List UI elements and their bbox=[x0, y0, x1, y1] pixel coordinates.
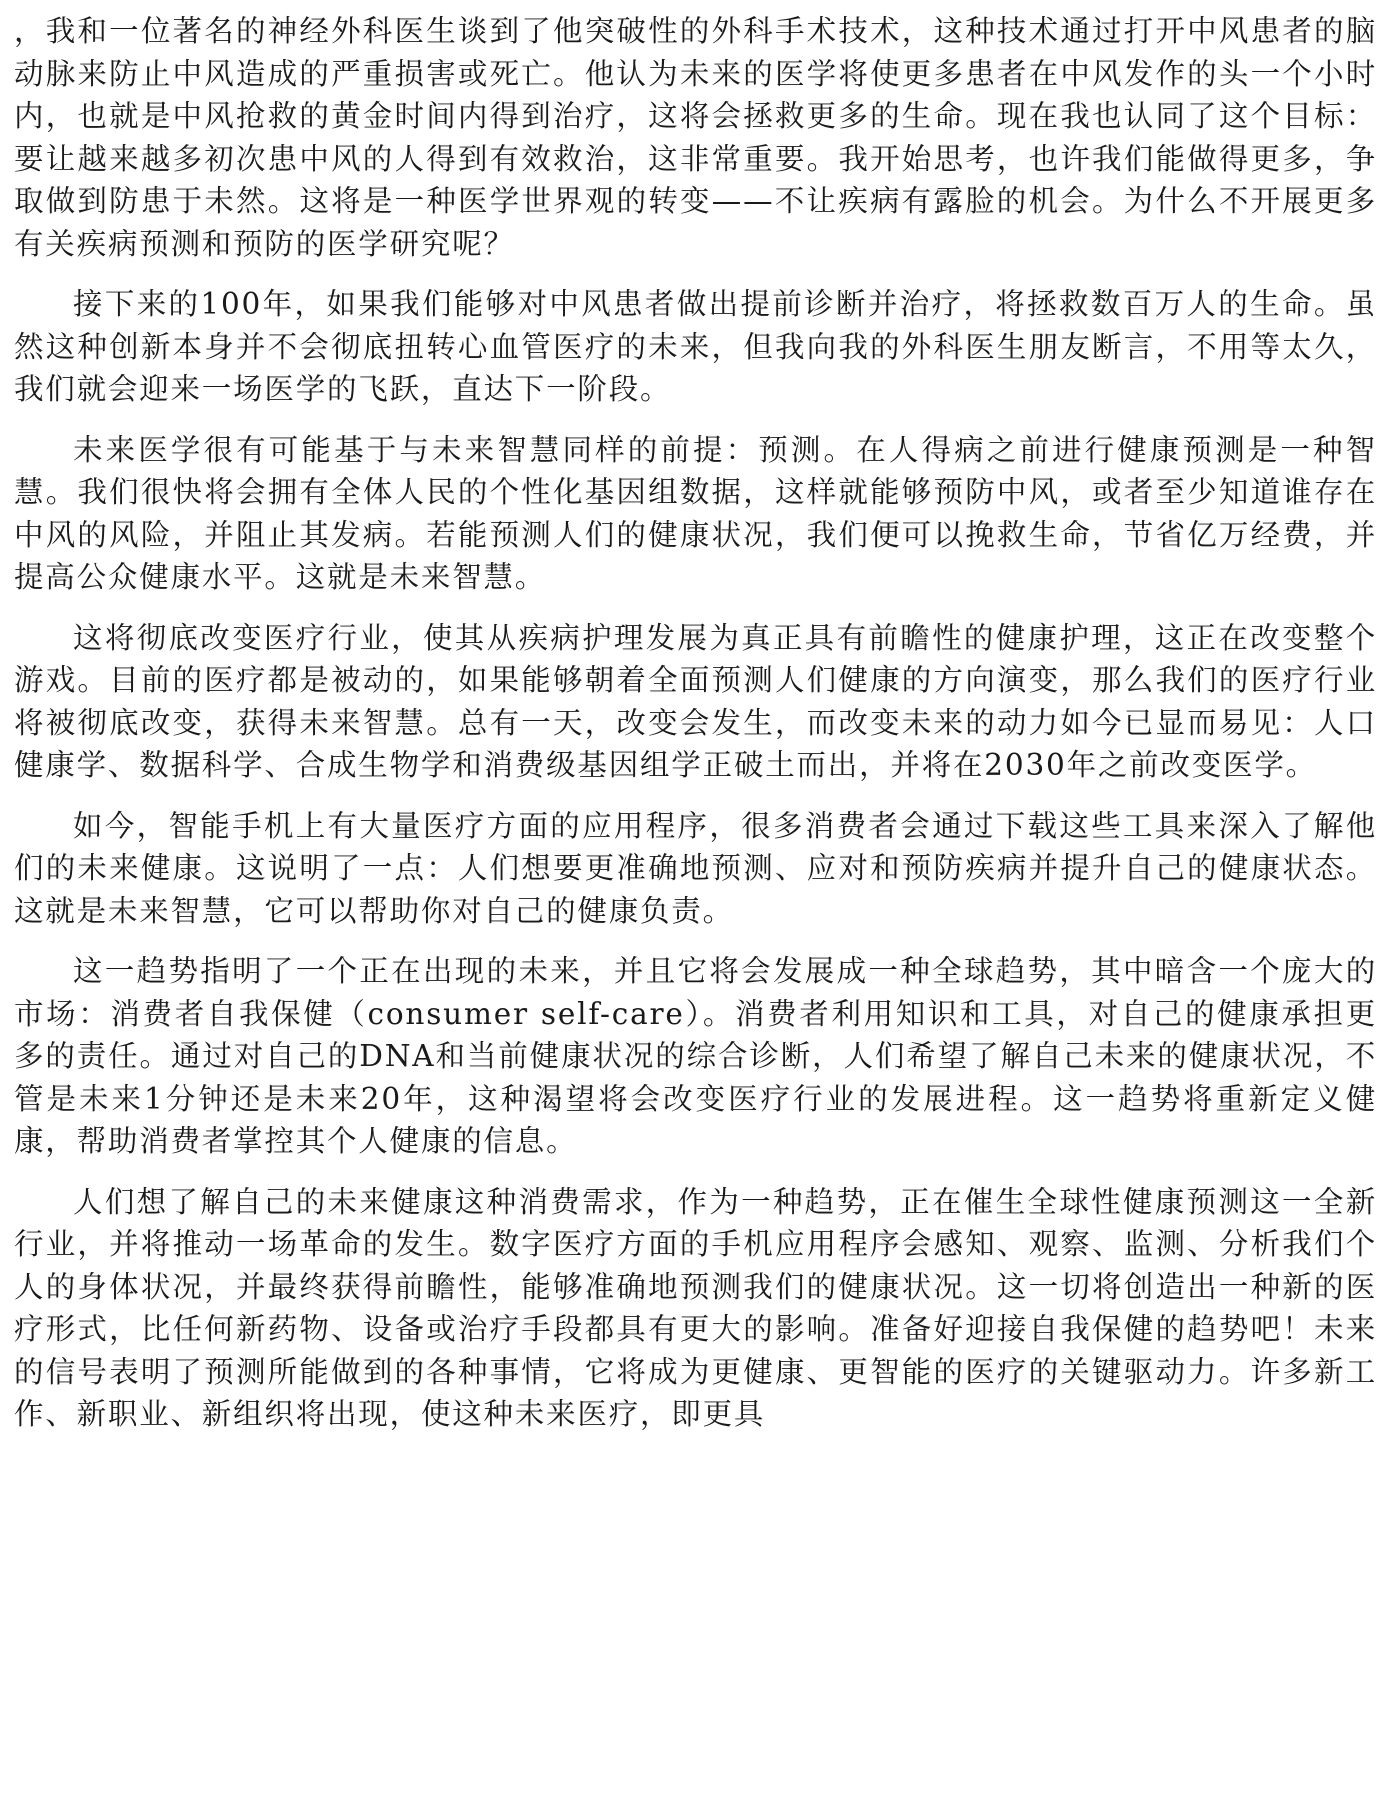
document-page bbox=[14, 10, 1377, 1790]
paragraph-4: 这将彻底改变医疗行业，使其从疾病护理发展为真正具有前瞻性的健康护理，这正在改变整个游戏。目前的医疗都是被动的，如果能够朝着全面预测人们健康的方向演变，那么我们的医疗行业将被彻底改变，获得未来智慧。总有一天，改变会发生，而改变未来的动力如今已显而易见：人口健康学、数据科学、合成生物学和消费级基因组学正破土而出，并将在2030年之前改变医学。 bbox=[14, 620, 1377, 782]
paragraph-3: 未来医学很有可能基于与未来智慧同样的前提：预测。在人得病之前进行健康预测是一种智慧。我们很快将会拥有全体人民的个性化基因组数据，这样就能够预防中风，或者至少知道谁存在中风的风险，并阻止其发病。若能预测人们的健康状况，我们便可以挽救生命，节省亿万经费，并提高公众健康水平。这就是未来智慧。 bbox=[14, 432, 1377, 594]
paragraph-6: 这一趋势指明了一个正在出现的未来，并且它将会发展成一种全球趋势，其中暗含一个庞大的市场：消费者自我保健（consumer self-care）。消费者利用知识和工具，对自己的健康承担更多的责任。通过对自己的DNA和当前健康状况的综合诊断，人们希望了解自己未来的健康状况，不管是未来1分钟还是未来20年，这种渴望将会改变医疗行业的发展进程。这一趋势将重新定义健康，帮助消费者掌控其个人健康的信息。 bbox=[14, 954, 1377, 1158]
paragraph-1: ，我和一位著名的神经外科医生谈到了他突破性的外科手术技术，这种技术通过打开中风患者的脑动脉来防止中风造成的严重损害或死亡。他认为未来的医学将使更多患者在中风发作的头一个小时内，也就是中风抢救的黄金时间内得到治疗，这将会拯救更多的生命。现在我也认同了这个目标：要让越来越多初次患中风的人得到有效救治，这非常重要。我开始思考，也许我们能做得更多，争取做到防患于未然。这将是一种医学世界观的转变——不让疾病有露脸的机会。为什么不开展更多有关疾病预测和预防的医学研究呢？ bbox=[14, 14, 1377, 261]
paragraph-7: 人们想了解自己的未来健康这种消费需求，作为一种趋势，正在催生全球性健康预测这一全新行业，并将推动一场革命的发生。数字医疗方面的手机应用程序会感知、观察、监测、分析我们个人的身体状况，并最终获得前瞻性，能够准确地预测我们的健康状况。这一切将创造出一种新的医疗形式，比任何新药物、设备或治疗手段都具有更大的影响。准备好迎接自我保健的趋势吧！未来的信号表明了预测所能做到的各种事情，它将成为更健康、更智能的医疗的关键驱动力。许多新工作、新职业、新组织将出现，使这种未来医疗，即更具 bbox=[14, 1184, 1377, 1431]
paragraph-2: 接下来的100年，如果我们能够对中风患者做出提前诊断并治疗，将拯救数百万人的生命。虽然这种创新本身并不会彻底扭转心血管医疗的未来，但我向我的外科医生朋友断言，不用等太久，我们就会迎来一场医学的飞跃，直达下一阶段。 bbox=[14, 287, 1377, 406]
paragraph-5: 如今，智能手机上有大量医疗方面的应用程序，很多消费者会通过下载这些工具来深入了解他们的未来健康。这说明了一点：人们想要更准确地预测、应对和预防疾病并提升自己的健康状态。这就是未来智慧，它可以帮助你对自己的健康负责。 bbox=[14, 808, 1377, 928]
